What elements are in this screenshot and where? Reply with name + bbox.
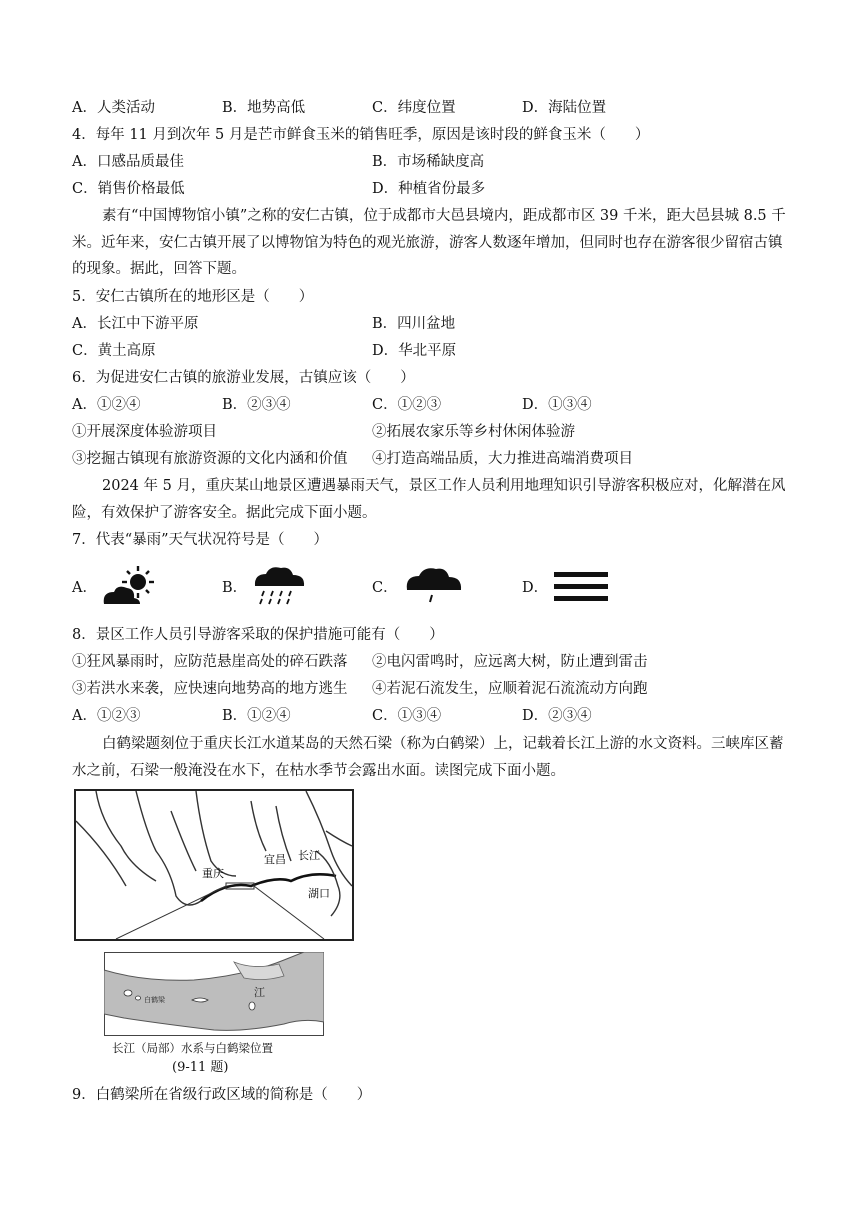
q8-option-c: C．①③④ xyxy=(372,708,442,724)
q8-statement-4: ④若泥石流发生，应顺着泥石流流动方向跑 xyxy=(372,681,648,697)
q8-option-b: B．①②④ xyxy=(222,708,291,724)
passage-rainstorm: 2024 年 5 月，重庆某山地景区遭遇暴雨天气，景区工作人员利用地理知识引导游客积极应对，化解潜在风险，有效保护了游客安全。据此完成下面小题。 xyxy=(72,478,786,521)
q8-statement-1: ①狂风暴雨时，应防范悬崖高处的碎石跌落 xyxy=(72,654,348,670)
q6-stem: 6．为促进安仁古镇的旅游业发展，古镇应该（ ） xyxy=(72,370,415,386)
heavy-rain-cloud-icon xyxy=(252,564,308,608)
yangtze-map-drawing xyxy=(76,791,352,939)
q8-stem: 8．景区工作人员引导游客采取的保护措施可能有（ ） xyxy=(72,627,444,643)
q8-statement-2: ②电闪雷鸣时，应远离大树，防止遭到雷击 xyxy=(372,654,648,670)
q3-option-b: B．地势高低 xyxy=(222,100,306,116)
map-caption: 长江（局部）水系与白鹤梁位置 xyxy=(112,1041,273,1055)
q5-option-b: B．四川盆地 xyxy=(372,316,456,332)
q3-option-a: A．人类活动 xyxy=(72,100,155,116)
q4-option-a: A．口感品质最佳 xyxy=(72,154,184,170)
q3-option-c: C．纬度位置 xyxy=(372,100,456,116)
q9-stem: 9．白鹤梁所在省级行政区域的简称是（ ） xyxy=(72,1087,372,1103)
q7-option-c: C． xyxy=(372,580,398,596)
q8-option-d: D．②③④ xyxy=(522,708,592,724)
q6-option-d: D．①③④ xyxy=(522,397,592,413)
q4-option-d: D．种植省份最多 xyxy=(372,181,486,197)
map-label-yichang: 宜昌 xyxy=(264,853,286,866)
map-label-changjiang: 长江 xyxy=(298,849,320,862)
q5-option-a: A．长江中下游平原 xyxy=(72,316,199,332)
sun-behind-cloud-icon xyxy=(100,564,158,608)
baiheliang-inset-map xyxy=(104,952,324,1036)
map-label-hukou: 湖口 xyxy=(308,887,330,900)
passage-anren: 素有“中国博物馆小镇”之称的安仁古镇，位于成都市大邑县境内，距成都市区 39 千米，距大邑县城 8.5 千米。近年来，安仁古镇开展了以博物馆为特色的观光旅游，游客人数逐年增加，但同时也存在游客很少留宿古镇的现象。据此，回答下题。 xyxy=(72,208,786,277)
q6-option-a: A．①②④ xyxy=(72,397,141,413)
q7-option-a: A． xyxy=(72,580,97,596)
q5-option-c: C．黄土高原 xyxy=(72,343,156,359)
q8-option-a: A．①②③ xyxy=(72,708,141,724)
map-question-range: (9-11 题) xyxy=(172,1060,229,1075)
q4-option-b: B．市场稀缺度高 xyxy=(372,154,485,170)
q4-stem: 4．每年 11 月到次年 5 月是芒市鲜食玉米的销售旺季，原因是该时段的鲜食玉米（ ） xyxy=(72,127,650,143)
q6-statement-1: ①开展深度体验游项目 xyxy=(72,424,217,440)
passage-baiheliang: 白鹤梁题刻位于重庆长江水道某岛的天然石梁（称为白鹤梁）上，记载着长江上游的水文资料。三峡库区蓄水之前，石梁一般淹没在水下，在枯水季节会露出水面。读图完成下面小题。 xyxy=(72,736,784,779)
q5-stem: 5．安仁古镇所在的地形区是（ ） xyxy=(72,289,314,305)
q6-option-b: B．②③④ xyxy=(222,397,291,413)
yangtze-overview-map xyxy=(74,789,354,941)
q6-option-c: C．①②③ xyxy=(372,397,442,413)
inset-label-baiheliang: 白鹤梁 xyxy=(144,996,165,1004)
q6-statement-2: ②拓展农家乐等乡村休闲体验游 xyxy=(372,424,575,440)
q8-statement-3: ③若洪水来袭，应快速向地势高的地方逃生 xyxy=(72,681,348,697)
q6-statement-3: ③挖掘古镇现有旅游资源的文化内涵和价值 xyxy=(72,451,348,467)
inset-label-jiang: 江 xyxy=(254,986,265,999)
q5-option-d: D．华北平原 xyxy=(372,343,457,359)
q3-option-d: D．海陆位置 xyxy=(522,100,607,116)
q7-option-d: D． xyxy=(522,580,549,596)
fog-lines-icon xyxy=(554,570,610,606)
q4-option-c: C．销售价格最低 xyxy=(72,181,185,197)
q6-statement-4: ④打造高端品质，大力推进高端消费项目 xyxy=(372,451,633,467)
map-label-chongqing: 重庆 xyxy=(202,867,224,880)
q7-option-b: B． xyxy=(222,580,248,596)
light-rain-cloud-icon xyxy=(404,564,464,610)
q7-stem: 7．代表“暴雨”天气状况符号是（ ） xyxy=(72,532,329,548)
